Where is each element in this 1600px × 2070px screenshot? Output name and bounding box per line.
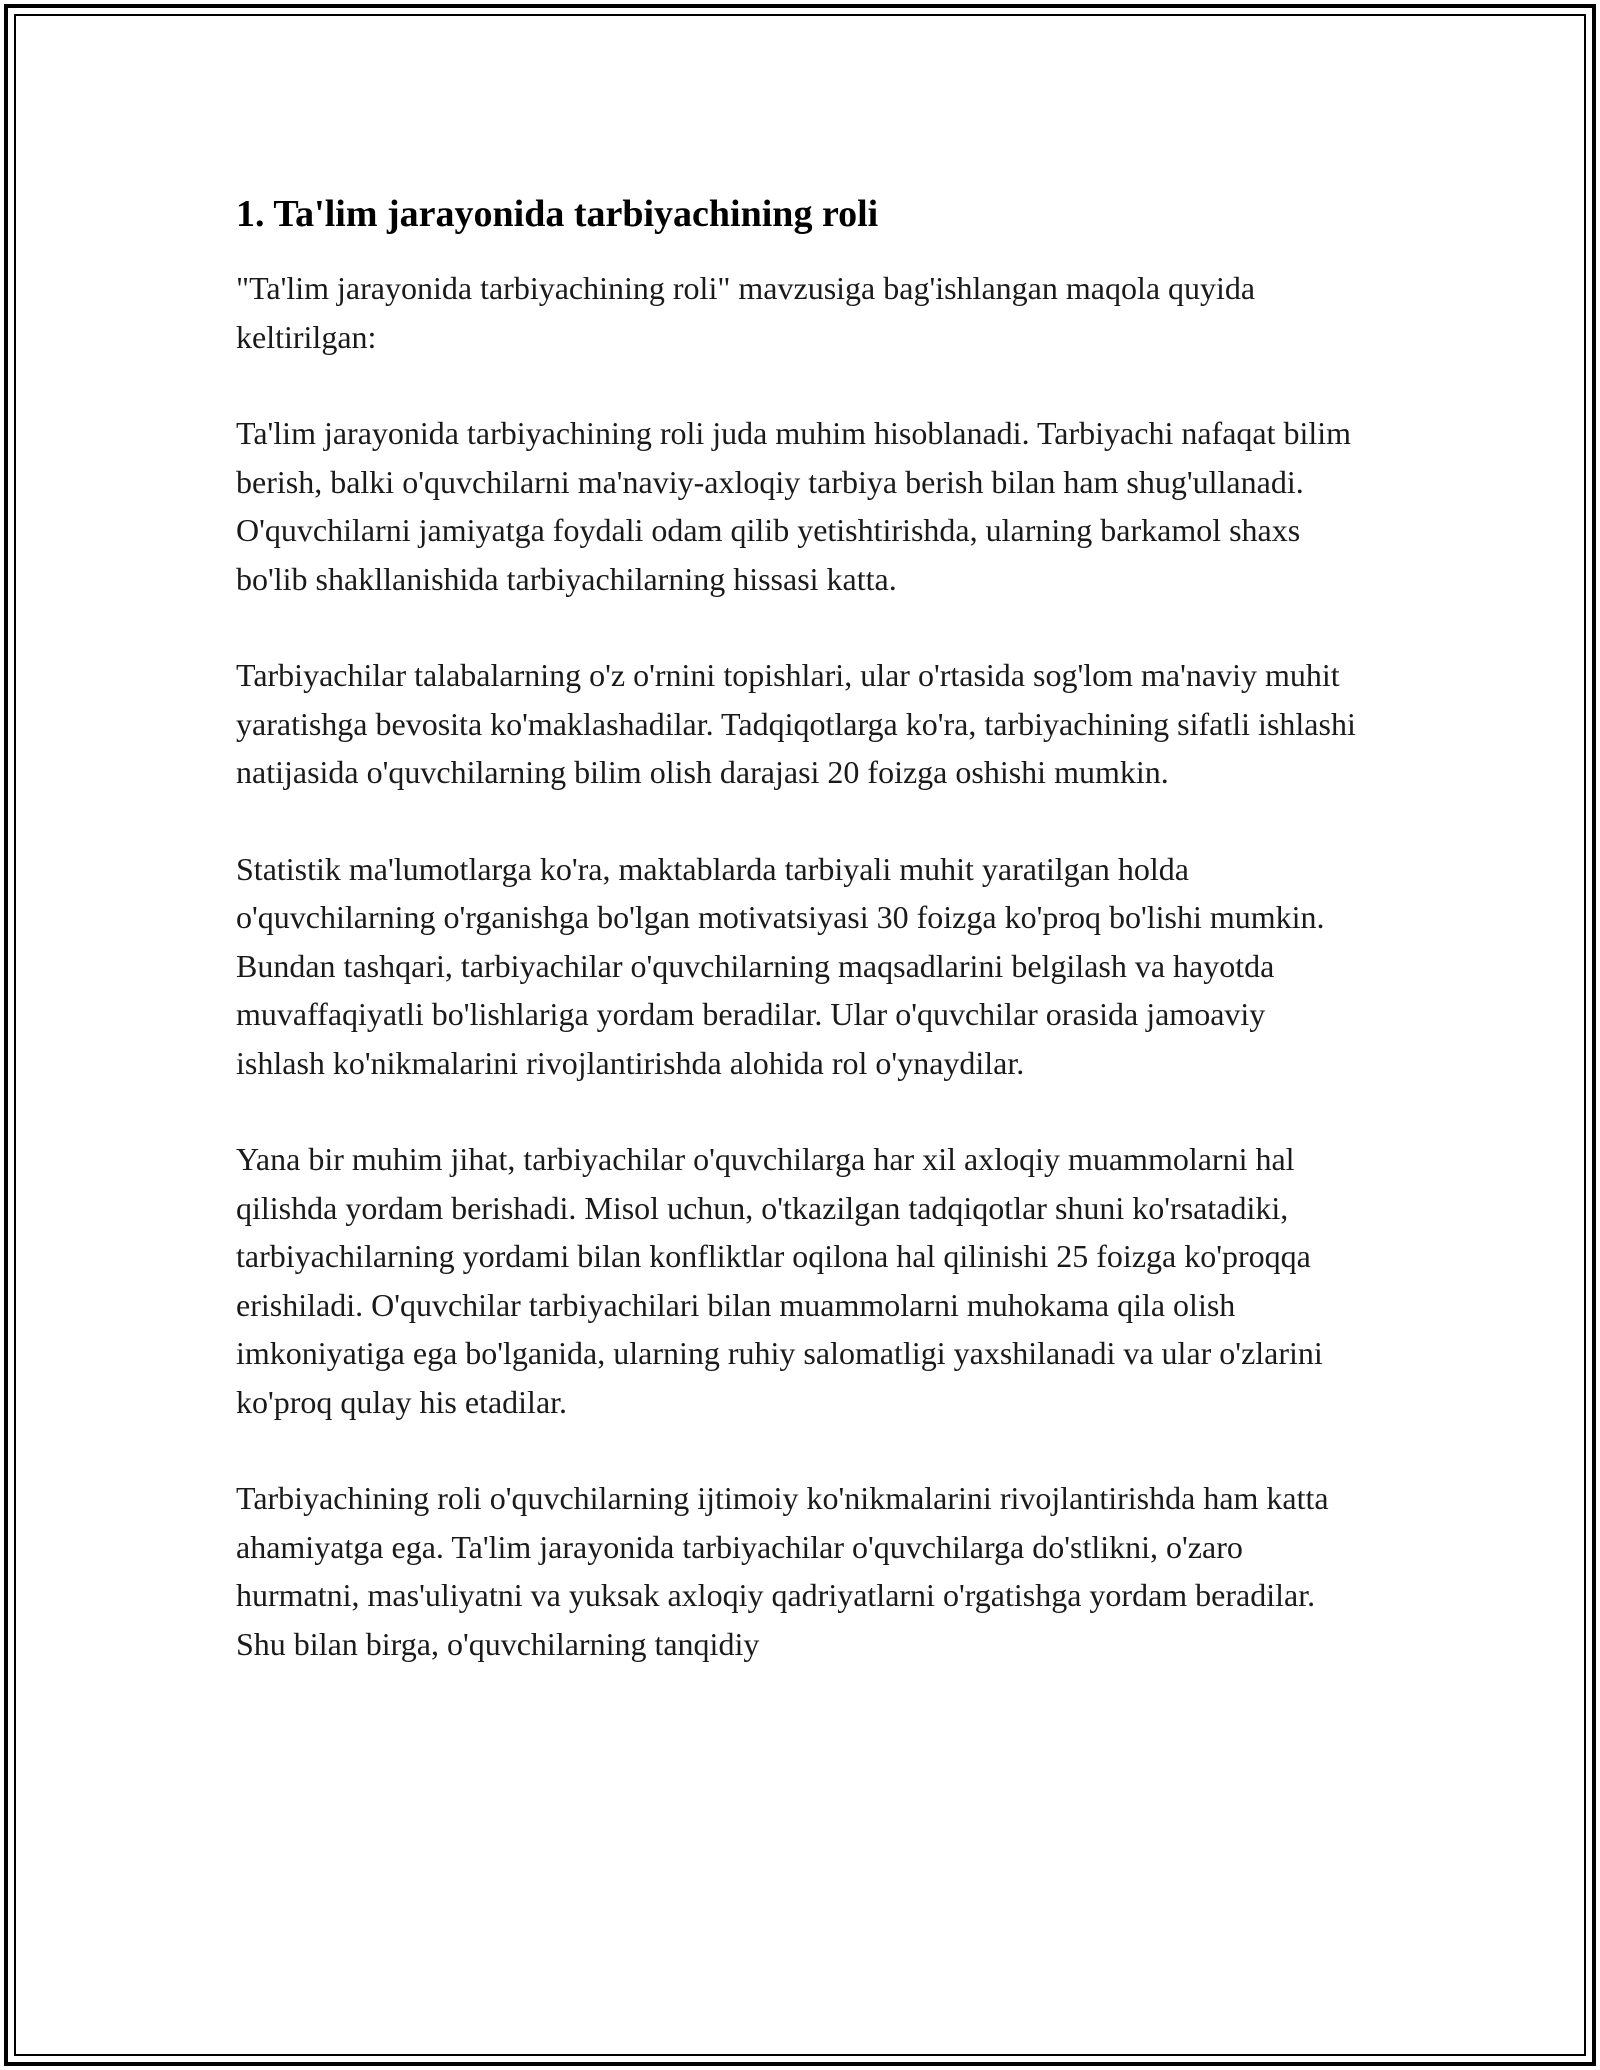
page-title: 1. Ta'lim jarayonida tarbiyachining roli — [236, 193, 879, 235]
paragraph-1: Ta'lim jarayonida tarbiyachining roli juda muhim hisoblanadi. Tarbiyachi nafaqat bilim berish, balki o'quvchilarni ma'naviy-axloqiy tarbiya berish bilan ham shug'ullanadi. O'quvchilarni jamiyatga foydali odam qilib yetishtirishda, ularning barkamol shaxs bo'lib shakllanishida tarbiyachilarning hissasi katta. — [236, 415, 1352, 597]
paragraph-4: Yana bir muhim jihat, tarbiyachilar o'quvchilarga har xil axloqiy muammolarni hal qilishda yordam berishadi. Misol uchun, o'tkazilgan tadqiqotlar shuni ko'rsatadiki, tarbiyachilarning yordami bilan konfliktlar oqilona hal qilinishi 25 foizga ko'proqqa erishiladi. O'quvchilar tarbiyachilari bilan muammolarni muhokama qila olish imkoniyatiga ega bo'lganida, ularning ruhiy salomatligi yaxshilanadi va ular o'zlarini ko'proq qulay his etadilar. — [236, 1141, 1323, 1420]
paragraph-5: Tarbiyachining roli o'quvchilarning ijtimoiy ko'nikmalarini rivojlantirishda ham katta ahamiyatga ega. Ta'lim jarayonida tarbiyachilar o'quvchilarga do'stlikni, o'zaro hurmatni, mas'uliyatni va yuksak axloqiy qadriyatlarni o'rgatishga yordam beradilar. Shu bilan birga, o'quvchilarning tanqidiy — [236, 1480, 1329, 1662]
paragraph-intro: "Ta'lim jarayonida tarbiyachining roli" mavzusiga bag'ishlangan maqola quyida keltirilgan: — [236, 270, 1256, 355]
paragraph-3: Statistik ma'lumotlarga ko'ra, maktablarda tarbiyali muhit yaratilgan holda o'quvchilarning o'rganishga bo'lgan motivatsiyasi 30 foizga ko'proq bo'lishi mumkin. Bundan tashqari, tarbiyachilar o'quvchilarning maqsadlarini belgilash va hayotda muvaffaqiyatli bo'lishlariga yordam beradilar. Ular o'quvchilar orasida jamoaviy ishlash ko'nikmalarini rivojlantirishda alohida rol o'ynaydilar. — [236, 850, 1325, 1081]
document-body — [236, 188, 1356, 1716]
paragraph-2: Tarbiyachilar talabalarning o'z o'rnini topishlari, ular o'rtasida sog'lom ma'naviy muhit yaratishga bevosita ko'maklashadilar. Tadqiqotlarga ko'ra, tarbiyachining sifatli ishlashi natijasida o'quvchilarning bilim olish darajasi 20 foizga oshishi mumkin. — [236, 657, 1356, 790]
